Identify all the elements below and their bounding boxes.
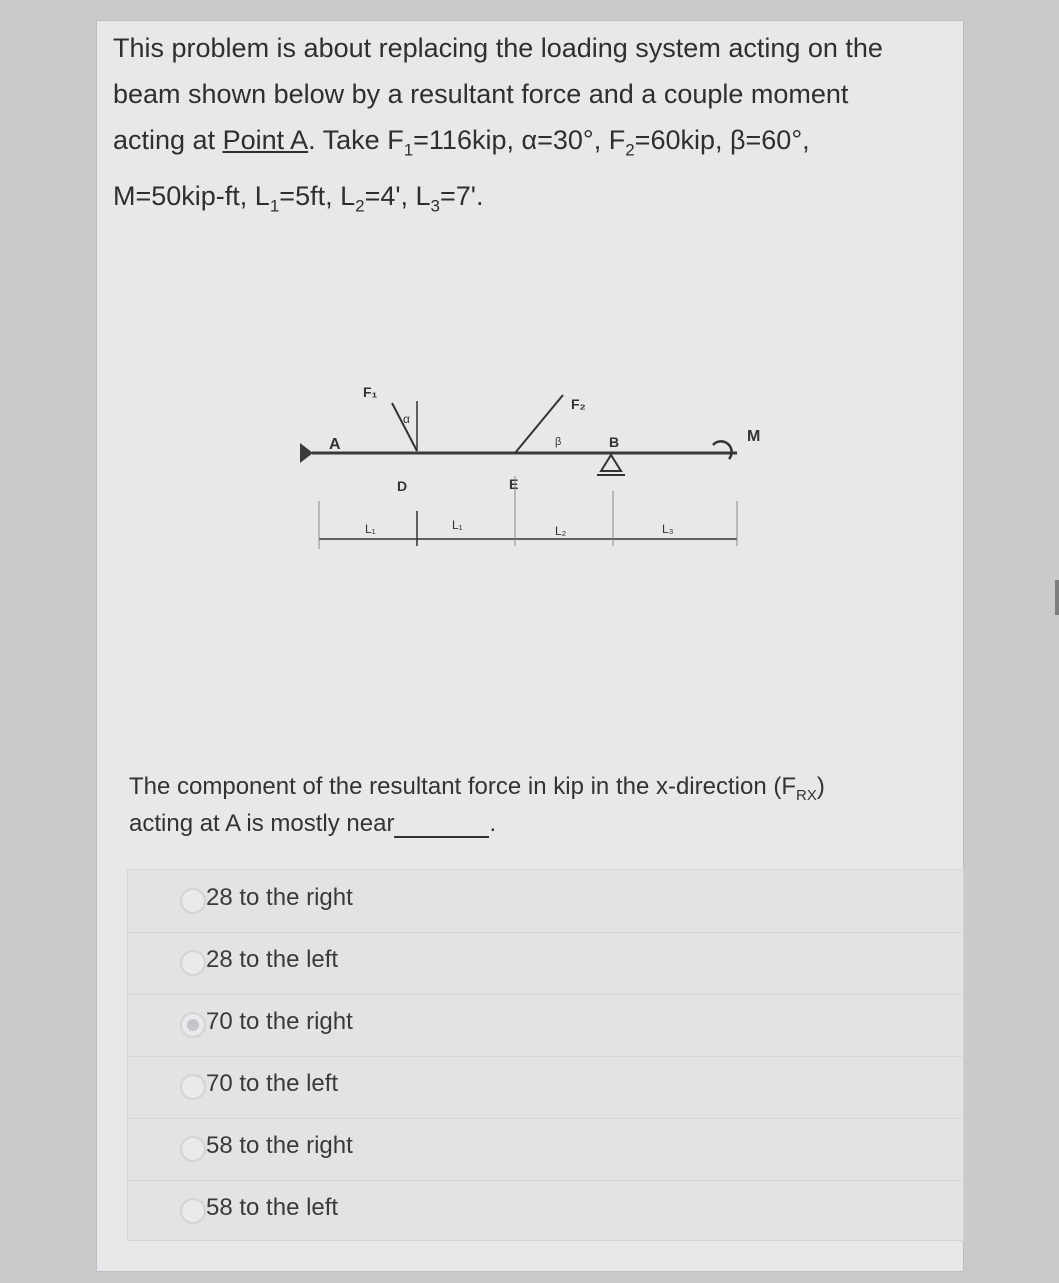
- label-b: B: [609, 434, 620, 450]
- f1-value: =116kip, α=30°, F: [413, 125, 626, 155]
- question-period: .: [489, 809, 497, 837]
- screen-edge-marker: [1055, 580, 1059, 615]
- label-beta: β: [555, 436, 562, 448]
- dim-label-1: L₁: [365, 522, 376, 536]
- radio-button[interactable]: [180, 950, 206, 976]
- problem-statement: [113, 25, 953, 230]
- pin-support-a: [300, 443, 313, 463]
- question-text-close: ): [816, 773, 825, 800]
- dim-label-2: L₁: [452, 518, 463, 532]
- l1-value: =5ft, L: [279, 181, 356, 212]
- dim-label-4: L₃: [662, 522, 674, 536]
- option-label: 58 to the right: [206, 1132, 353, 1159]
- support-b: [601, 455, 621, 471]
- option-58-left[interactable]: [128, 1180, 963, 1242]
- option-70-left[interactable]: [128, 1056, 963, 1119]
- label-m: M: [747, 428, 761, 445]
- f2-value: =60kip, β=60°,: [634, 125, 810, 155]
- problem-line-3-take: . Take F: [308, 125, 404, 155]
- option-label: 70 to the left: [206, 1070, 339, 1097]
- point-a-underlined: Point A: [222, 125, 309, 155]
- f2-subscript: 2: [625, 140, 635, 160]
- option-label: 70 to the right: [206, 1008, 353, 1035]
- force-f1-arrow: [392, 403, 417, 451]
- question-page: [96, 20, 964, 1272]
- radio-button[interactable]: [180, 1074, 206, 1100]
- label-a: A: [329, 436, 341, 453]
- option-label: 28 to the left: [206, 946, 339, 973]
- option-28-left[interactable]: [128, 932, 963, 995]
- l2-value: =4', L: [364, 181, 431, 212]
- radio-button[interactable]: [180, 888, 206, 914]
- label-f2: F₂: [571, 396, 586, 412]
- problem-line-3-start: acting at: [113, 125, 223, 155]
- question-text-near: acting at A is mostly near: [129, 809, 395, 837]
- option-28-right[interactable]: [128, 870, 963, 933]
- label-alpha: α: [403, 412, 410, 426]
- label-e: E: [509, 476, 519, 492]
- question-text-main: The component of the resultant force in kip in the x-direction (F: [129, 773, 796, 800]
- option-58-right[interactable]: [128, 1118, 963, 1181]
- option-70-right[interactable]: [128, 994, 963, 1057]
- radio-button[interactable]: [180, 1198, 206, 1224]
- moment-m-arc: [713, 441, 732, 459]
- beam-diagram: [97, 361, 963, 581]
- option-label: 28 to the right: [206, 884, 353, 911]
- answer-options: [127, 869, 964, 1241]
- l2-subscript: 2: [355, 196, 365, 216]
- label-f1: F₁: [363, 384, 378, 400]
- label-d: D: [397, 478, 408, 494]
- question-prompt: [129, 773, 949, 838]
- f1-subscript: 1: [403, 140, 414, 160]
- radio-button[interactable]: [180, 1136, 206, 1162]
- frx-subscript: RX: [796, 786, 817, 804]
- problem-line-2: beam shown below by a resultant force and a couple moment: [113, 79, 849, 109]
- l3-value: =7'.: [440, 181, 484, 212]
- problem-line-1: This problem is about replacing the loading system acting on the: [113, 33, 883, 63]
- l3-subscript: 3: [430, 196, 441, 216]
- l1-subscript: 1: [269, 196, 280, 216]
- radio-button-selected[interactable]: [180, 1012, 206, 1038]
- dim-label-3: L₂: [555, 524, 567, 538]
- option-label: 58 to the left: [206, 1194, 339, 1221]
- moment-value: M=50kip-ft, L: [113, 181, 270, 212]
- answer-blank: [394, 816, 489, 838]
